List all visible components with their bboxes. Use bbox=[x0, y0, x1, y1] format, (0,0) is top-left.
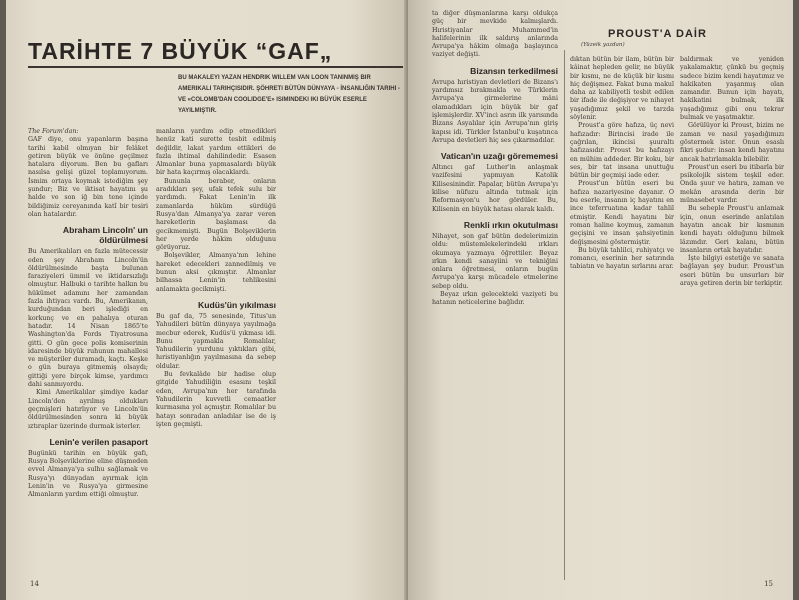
paragraph: Bugünkü tarihin en büyük gafı, Rusya Bolşeviklerine eline düşmeden evvel Almanya'ya sulhu sağlamak ve Rusya'yı dünyadan ayırmak için Lenin'in ve Rusya'ya girmesine Almanların yardım ettiği olmuştur. bbox=[28, 449, 148, 499]
paragraph: Proust'a göre hafıza, üç nevi hafızadır: Birincisi irade ile çağrılan, ikincisi şuuraltı hafızasıdır. Proust bu hafızayı en mühim addeder. Bir koku, bir ses, bir tat insana unuttuğu bütün bir geçmişi iade eder. bbox=[570, 122, 674, 180]
right-column-3 bbox=[680, 56, 784, 582]
article-title: TARİHTE 7 BÜYÜK “GAF„ bbox=[28, 38, 333, 64]
paragraph: Altıncı gaf Luther'in anlaşmak vazifesini yapmıyan Katolik Kilisesinindir. Papalar, bütün Avrupa'yı kilise nüfuzu altında tutmak için Reformasyon'u hor gördüler. Bu, Kilisenin en büyük hatası olarak kaldı. bbox=[432, 164, 558, 213]
paragraph: Bu gaf da, 75 senesinde, Titus'un Yahudileri bütün dünyaya yayılmağa mecbur ederek, Kudüs'ü yıkması idi. Bunu yapmakla Romalılar, Yahudilerin yurdunu yıktıkları gibi, hıristiyanlığın yayılmasına da sebep oldular. bbox=[156, 312, 276, 370]
left-column-3 bbox=[284, 128, 402, 588]
column-text bbox=[28, 136, 148, 219]
column-text bbox=[570, 56, 674, 272]
section-heading-renkli-irk: Renkli ırkın okutulması bbox=[463, 219, 558, 230]
proust-subtitle: (Yüzeik yazdan) bbox=[581, 42, 625, 48]
column-text bbox=[680, 56, 784, 288]
paragraph: Nihayet, son gaf bütün dedelerimizin oldu: müstemlekelerindeki ırkları okumaya yazmaya öğrettiler. Beyaz ırkın kendi sanayiini ve tekniğini onlara öğretmesi, onların bugün Avrupa'ya karşı mücadele etmelerine sebep oldu. bbox=[432, 232, 558, 290]
left-column-1 bbox=[28, 128, 148, 588]
paragraph: manların yardım edip etmedikleri henüz kati surette tesbit edilmiş değildir, lakat yardım ettikleri de fazla ihtimal dahilindedir. Esasen Almanlar buna yapmasalardı büyük bir hata kaçırmış olacaklardı. bbox=[156, 128, 276, 177]
column-text bbox=[28, 248, 148, 431]
page-number-left: 14 bbox=[30, 580, 39, 588]
paragraph: Proust'un bütün eseri bu hafıza nazariyesine dayanır. O bu eserle, insanın iç hayatını en ince teferruatına kadar tahlil etmiştir. Kendi hayatını bir roman haline koymuş, zamanın geçişini ve insan şahsiyetinin değişmesini göstermiştir. bbox=[570, 180, 674, 246]
paragraph: Bolşevikler, Almanya'nın lehine hareket edecekleri zannedilmiş ve bunun aksi çıkmıştır. Almanlar bilhassa Lenin'in tehlikesini anlamakta gecikmişti. bbox=[156, 252, 276, 293]
left-column-2 bbox=[156, 128, 276, 588]
section-heading-kudus: Kudüs'ün yıkılması bbox=[198, 299, 276, 310]
page-number-right: 15 bbox=[764, 580, 773, 588]
column-text bbox=[432, 10, 558, 60]
paragraph: baldırmak ve yeniden yakalamaktır, çünkü bu geçmiş sadece bizim kendi hayatımız ve hakikaten yaşanmış olan zamandır. Bunun için hayatı, hakikatini bulmak, ilk yaşadığımız gibi onu tekrar bulmak ve yaşatmaktır. bbox=[680, 56, 784, 122]
paragraph: Proust'un eseri bu itibarla bir psikolojik sistem teşkil eder. Onda şuur ve hatıra, zaman ve mekân arasında derin bir münasebet vardır. bbox=[680, 163, 784, 205]
paragraph: Bu fevkalâde bir hadise olup gitgide Yahudiliğin esasını teşkil eden, Avrupa'nın her tarafında Yahudilerin kuvvetli cemaatler kurmasına yol açmıştır. Romalılar bu hatayı sonradan anladılar ise de iş işten geçmişti. bbox=[156, 371, 276, 428]
intro-source: The Forum'dan: bbox=[28, 128, 79, 135]
column-text bbox=[432, 164, 558, 214]
paragraph: Bu sebeple Proust'u anlamak için, onun eserinde anlatılan hayatın ancak bir kısmının kendi hayatı olduğunu bilmek lâzımdır. Geri kalanı, bütün insanların ortak hayatıdır. bbox=[680, 205, 784, 254]
paragraph: Bu büyük tahlilci, ruhiyatçı ve romancı, eserinin her satırında tabiatın ve hayatın sırlarını arar. bbox=[570, 246, 674, 271]
paragraph: Bu Amerikalıları en fazla mütecessir eden şey Abraham Lincoln'ün öldürülmesinde başta bulunan faraziyeleri ümmil ve iktidarsızlığı olmuştur. Halbuki o tarihte halkın bu hükümet adamını her zamandan fazla ihtiyacı vardı. Bu, Amerikanın, kurduğundan beri işlediği en korkunç ve en pahalıya oturan hatadır. 14 Nisan 1865'te Washington'da Fords Tiyatrosuna gitti. O gün gece polis komiserinin idaresinde büyük ruhunun mahallesi ve müşteriler duramadı, kaçtı. Keşke o gün buraya gitmemiş olsaydı; gittiği yere birçok kimse, yardımcı dahi sanmıyordu. bbox=[28, 248, 148, 389]
column-text bbox=[432, 233, 558, 308]
left-page bbox=[6, 0, 408, 600]
title-rule bbox=[28, 66, 403, 68]
column-divider bbox=[564, 50, 565, 580]
paragraph: GAF diye, onu yapanların başına tarihi kabil olmıyan bir felâket getiren büyük ve önüne geçilmez hatalara diyorum. Ben bu gafları nasılsa gelişi güzel toplamıyorum. İsmim ortaya koymak istediğim şey şundur; Biz ve iktisat hayatını şu halde ve son iğ bin tene içinde bildiğimiz cereyanında katî bir tesiri olan hatalardır. bbox=[28, 136, 148, 218]
paragraph: Avrupa hıristiyan devletleri de Bizans'ı yardımsız bırakmakla ve Türklerin Avrupa'ya girmelerine mâni olamadıkları için büyük bir gaf işlemişlerdir. XV'inci asrın ilk yarısında Bizans Asyalılar için Avrupa'nın giriş kapısı idi. Türkler İstanbul'u kuşatınca Avrupa devletleri hiç ses çıkarmadılar. bbox=[432, 78, 558, 144]
column-text bbox=[156, 313, 276, 429]
section-heading-vatican: Vatican'ın uzağı görememesi bbox=[440, 151, 558, 162]
right-column-2 bbox=[570, 56, 674, 582]
column-text bbox=[156, 128, 276, 294]
paragraph: dıktan bütün bir ilam, bütün bir kâinat hepleden gelir, ne büyük bir kısmı, ne de küçük bir kısmı hiç değişmez. Fakat buna makul daha az kabiliyetli tesbit edilen bir ifade ile değişiyor ve nihayet yaşadığımız şekil ve tarzda söylenir. bbox=[570, 56, 674, 122]
section-heading-bizans: Bizansın terkedilmesi bbox=[470, 65, 558, 76]
article-subtitle: BU MAKALEYI YAZAN HENDRIK WILLEM VAN LOON TANINMIŞ BIR AMERIKALI TARIHÇISIDIR. ŞÖHRETI BÜTÜN DÜNYAYA - İNSANLIĞIN TARIHI - VE «COLOMB'DAN COOLIDGE'E» ISIMINDEKI IKI BÜYÜK ESERLE YAYILMIŞTIR. bbox=[178, 75, 400, 114]
column-text bbox=[28, 450, 148, 500]
paragraph: Bununla beraber, onların aradıkları şey, ufak tefek sulu bir yardımdı. Fakat Lenin'in ilk zamanlarda hüküm sürdüğü Rusya'dan Almanya'ya zarar veren hareketlerin başlaması da gecikmemişti. Bugün Bolşeviklerin her yerde hâkim olduğunu görüyoruz. bbox=[156, 177, 276, 252]
paragraph: İşte bilgiyi estetiğe ve sanata bağlayan şey budur. Proust'un eseri bütün bu unsurları bir araya getiren derin bir terkiptir. bbox=[680, 255, 784, 288]
right-column-1 bbox=[432, 10, 558, 582]
paragraph: ta diğer düşmanlarına karşı oldukça güç bir mevkide kalmışlardı. Hıristiyanlar Muhammed'in halifelerinin ilk saldırış anlarında Avrupa'ya hâkim olmağa başlayınca vaziyet değişti. bbox=[432, 10, 558, 59]
paragraph: Kimi Amerikalılar şimdiye kadar Lincoln'den ayrılmış oldukları geçmişleri hatırlıyor ve Lincoln'ün öldürülmesinden sonra ki büyük ıztıraplar üzerinde durmak isterler. bbox=[28, 389, 148, 430]
paragraph: Görülüyor ki Proust, bizim ne zaman ve nasıl yaşadığımızı göstermek ister. Onun esaslı fikri şudur: insan kendi hayatını ancak hatırlamakla bilebilir. bbox=[680, 122, 784, 163]
section-heading-lincoln: Abraham Lincoln' un öldürülmesi bbox=[62, 225, 148, 246]
proust-title: PROUST'A DAİR bbox=[608, 28, 707, 40]
section-heading-lenin: Lenin'e verilen pasaport bbox=[49, 436, 148, 447]
right-page bbox=[408, 0, 793, 600]
paragraph: Beyaz ırkın gelecekteki vaziyeti bu hatanın neticelerine bağlıdır. bbox=[432, 291, 558, 307]
column-text bbox=[432, 79, 558, 145]
